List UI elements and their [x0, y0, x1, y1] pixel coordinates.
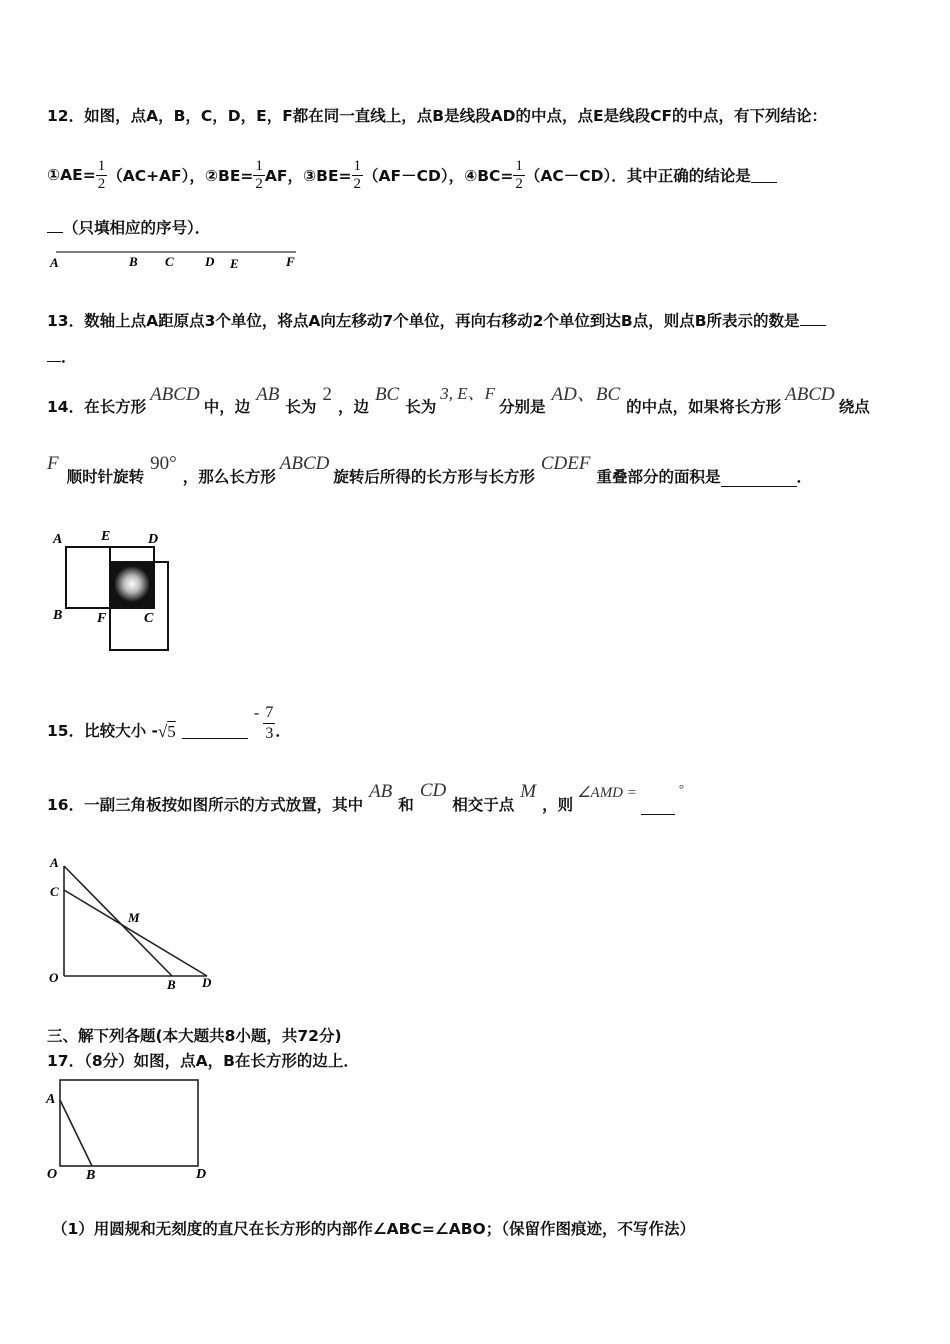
- q14-text-11: 旋转后所得的长方形与长方形: [333, 468, 535, 486]
- q14-text-9: 顺时针旋转: [66, 468, 145, 486]
- q14-var-2: 2: [322, 384, 332, 405]
- q16-label-o: O: [49, 970, 59, 985]
- q12-figure: [46, 246, 306, 272]
- q14-var-ab: AB: [256, 384, 280, 405]
- q16-line-ab: [64, 866, 172, 976]
- q15-line: [47, 694, 291, 744]
- q14-label-d: D: [148, 532, 159, 547]
- q17-label-d: D: [196, 1167, 207, 1182]
- q14-label-c: C: [144, 611, 154, 626]
- q16-label-d: D: [202, 975, 212, 990]
- q17-label-o: O: [47, 1167, 58, 1182]
- q14-text-1: 14．在长方形: [47, 398, 147, 416]
- q14-var-abcd-3: ABCD: [279, 453, 330, 474]
- q12-answer-blank-b[interactable]: [47, 218, 63, 233]
- q13-answer-blank-a[interactable]: [800, 311, 826, 326]
- q12-frac-3-den: 2: [353, 175, 362, 192]
- q12-line3-text: （只填相应的序号）．: [63, 219, 211, 237]
- q14-var-90: 90°: [150, 453, 177, 474]
- q14-text-6: 分别是: [499, 398, 546, 416]
- q16-var-angle: ∠AMD =: [577, 785, 637, 801]
- q16-line-cd: [64, 890, 207, 976]
- q15-sqrt-icon: √5: [157, 722, 176, 741]
- q15-sqrt-arg: 5: [167, 722, 176, 741]
- q16-var-m: M: [520, 781, 537, 802]
- q12-frac-2-den: 2: [255, 175, 263, 192]
- q12-c3-suffix: （AF－CD），④BC=: [363, 167, 514, 185]
- q12-line3: [47, 216, 210, 238]
- q17-rectangle: [60, 1080, 198, 1166]
- q15-prefix: 15．比较大小 -: [47, 722, 158, 740]
- q14-var-bc: BC: [374, 384, 400, 405]
- q14-overlap-highlight: [114, 566, 150, 602]
- q16-text-3: 相交于点: [452, 796, 515, 814]
- q14-var-cdef: CDEF: [540, 453, 591, 474]
- q14-text-7: 的中点，如果将长方形: [626, 398, 782, 416]
- q16-label-c: C: [50, 884, 59, 899]
- q12-c1-suffix: （AC+AF），②BE=: [107, 167, 254, 185]
- q16-label-b: B: [167, 977, 176, 992]
- q15-answer-blank[interactable]: [182, 724, 248, 739]
- q12-c4-suffix: （AC－CD）．其中正确的结论是: [524, 167, 751, 185]
- q14-text-2: 中，边: [203, 398, 251, 416]
- q14-label-f: F: [97, 611, 107, 626]
- q12-label-a: A: [50, 255, 59, 270]
- q14-label-b: B: [53, 608, 63, 623]
- q16-text-1: 16．一副三角板按如图所示的方式放置，其中: [47, 796, 364, 814]
- q12-frac-4-den: 2: [515, 175, 523, 192]
- q14-text-4: ，边: [337, 398, 369, 416]
- q13-line2: [47, 345, 77, 367]
- q12-label-e: E: [230, 256, 239, 271]
- q14-label-a: A: [53, 532, 63, 547]
- q16-line: [47, 779, 684, 815]
- q12-frac-3: [352, 158, 364, 193]
- q15-frac-den: 3: [265, 725, 274, 742]
- q14-line1: [47, 381, 870, 417]
- q14-var-abcd-2: ABCD: [785, 384, 835, 405]
- q15-frac-num: 7: [263, 703, 275, 724]
- q13-answer-blank-b[interactable]: [47, 347, 61, 362]
- q16-text-4: ，则: [542, 796, 574, 814]
- q14-var-f: F: [47, 453, 59, 474]
- q12-frac-2-num: 1: [255, 157, 263, 174]
- q12-frac-4-num: 1: [515, 157, 523, 174]
- q12-line1: 12．如图，点A，B，C，D，E，F都在同一直线上，点B是线段AD的中点，点E是线段CF的中点，有下列结论：: [47, 107, 828, 125]
- q14-text-3: 长为: [285, 398, 317, 416]
- q12-frac-2: [253, 158, 265, 193]
- q12-frac-1-den: 2: [97, 175, 106, 192]
- q14-text-5: 长为: [405, 398, 437, 416]
- q12-frac-3-num: 1: [353, 157, 362, 174]
- q13-line2-end: ．: [61, 348, 77, 366]
- q14-text-12: 重叠部分的面积是: [596, 468, 721, 486]
- q12-label-b: B: [129, 254, 138, 269]
- q15-end: ．: [275, 722, 291, 740]
- q16-var-ab: AB: [369, 781, 393, 802]
- q14-answer-blank[interactable]: [721, 472, 797, 487]
- q14-line2: [47, 451, 812, 487]
- q16-answer-blank[interactable]: [641, 800, 675, 815]
- q12-frac-1-num: 1: [97, 157, 106, 174]
- q14-text-10: ，那么长方形: [182, 468, 276, 486]
- q12-c1-prefix: ①AE=: [47, 166, 96, 184]
- q12-conclusions: [47, 153, 777, 197]
- q16-var-cd: CD: [419, 780, 447, 801]
- q17-line1: 17．（8分）如图，点A，B在长方形的边上．: [47, 1052, 359, 1070]
- q14-label-e: E: [101, 529, 111, 544]
- q12-label-d: D: [205, 254, 215, 269]
- q14-text-8: 绕点: [838, 398, 870, 416]
- q14-var-adbc: AD、BC: [551, 384, 621, 405]
- q12-frac-1: [96, 158, 108, 193]
- q16-label-m: M: [128, 910, 140, 925]
- q16-label-a: A: [50, 855, 59, 870]
- q15-minus: -: [253, 704, 260, 722]
- q16-degree: °: [678, 781, 685, 796]
- q17-label-b: B: [86, 1168, 96, 1183]
- q13-line1: [47, 309, 826, 331]
- q14-var-3ef: 3, E、F: [440, 384, 496, 403]
- q16-figure: [44, 852, 224, 994]
- q16-text-2: 和: [398, 796, 414, 814]
- q14-figure: [46, 526, 176, 658]
- section3-title: 三、解下列各题(本大题共8小题，共72分): [47, 1027, 342, 1045]
- q14-text-13: ．: [796, 468, 813, 486]
- q17-figure: [44, 1076, 220, 1186]
- q13-line1-text: 13．数轴上点A距原点3个单位，将点A向左移动7个单位，再向右移动2个单位到达B点，则点B所表示的数是: [47, 312, 800, 330]
- q12-frac-4: [513, 158, 525, 193]
- q17-sub1: （1）用圆规和无刻度的直尺在长方形的内部作∠ABC=∠ABO；（保留作图痕迹，不写作法）: [52, 1220, 695, 1238]
- q12-label-c: C: [165, 254, 174, 269]
- q17-label-a: A: [46, 1092, 56, 1107]
- q15-fraction: [263, 703, 275, 744]
- q12-answer-blank-a[interactable]: [751, 168, 777, 183]
- q17-line-ab: [60, 1100, 92, 1166]
- q12-c2-suffix: AF，③BE=: [264, 167, 352, 185]
- q14-var-abcd-1: ABCD: [150, 384, 200, 405]
- q12-label-f: F: [286, 254, 295, 269]
